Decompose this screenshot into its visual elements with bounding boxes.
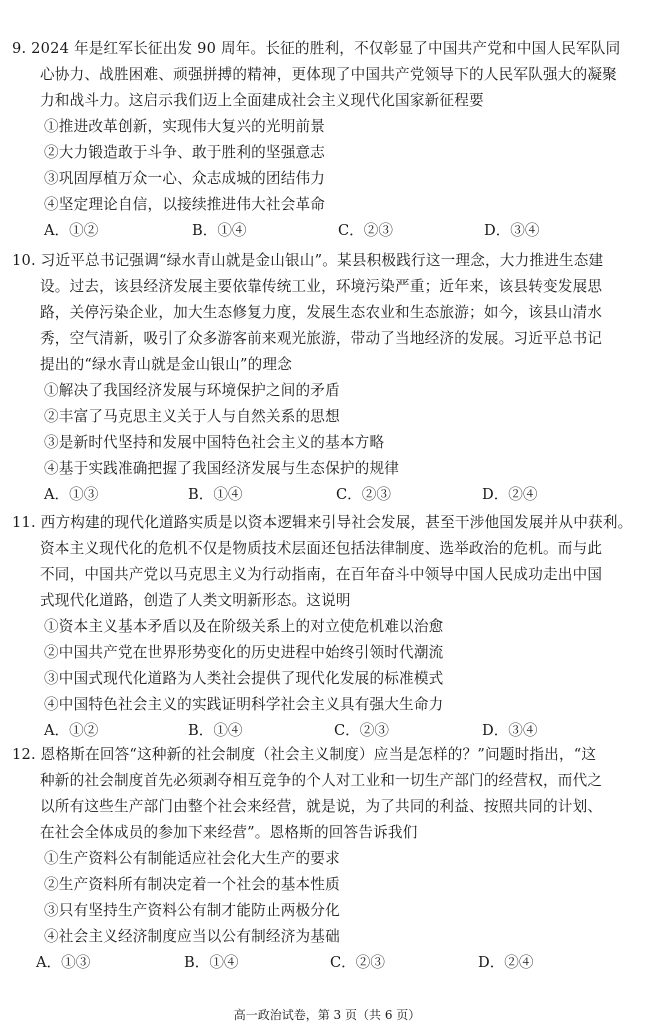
- statement-option: ①推进改革创新，实现伟大复兴的光明前景: [44, 118, 326, 135]
- statement-option: ①资本主义基本矛盾以及在阶级关系上的对立使危机难以治愈: [44, 618, 444, 635]
- statement-option: ④社会主义经济制度应当以公有制经济为基础: [44, 928, 340, 945]
- question-stem-line: 力和战斗力。这启示我们迈上全面建成社会主义现代化国家新征程要: [40, 92, 484, 109]
- statement-option: ②生产资料所有制决定着一个社会的基本性质: [44, 876, 340, 893]
- choice-b: B．①④: [188, 722, 243, 739]
- choice-a: A．①②: [44, 222, 99, 239]
- statement-option: ②丰富了马克思主义关于人与自然关系的思想: [44, 408, 340, 425]
- choice-d: D．②④: [478, 954, 534, 971]
- question-stem-line: 10. 习近平总书记强调“绿水青山就是金山银山”。某县积极践行这一理念，大力推进生态建: [12, 252, 604, 269]
- question-stem-line: 种新的社会制度首先必须剥夺相互竞争的个人对工业和一切生产部门的经营权，而代之: [40, 772, 603, 789]
- statement-option: ④坚定理论自信，以接续推进伟大社会革命: [44, 196, 326, 213]
- question-stem-line: 11. 西方构建的现代化道路实质是以资本逻辑来引导社会发展，甚至干涉他国发展并从中获利。: [12, 514, 633, 531]
- question-stem-line: 提出的“绿水青山就是金山银山”的理念: [40, 356, 293, 373]
- question-10: [12, 248, 640, 508]
- question-stem-line: 设。过去，该县经济发展主要依靠传统工业，环境污染严重；近年来，该县转变发展思: [40, 278, 603, 295]
- choice-c: C．②③: [336, 486, 391, 503]
- choice-a: A．①③: [44, 486, 99, 503]
- choice-b: B．①④: [192, 222, 247, 239]
- answer-choices: [12, 950, 640, 976]
- choice-a: A．①②: [44, 722, 99, 739]
- statement-option: ②中国共产党在世界形势变化的历史进程中始终引领时代潮流: [44, 644, 444, 661]
- statement-option: ②大力锻造敢于斗争、敢于胜利的坚强意志: [44, 144, 326, 161]
- statement-option: ③巩固厚植万众一心、众志成城的团结伟力: [44, 170, 326, 187]
- question-11: [12, 510, 640, 744]
- statement-option: ③是新时代坚持和发展中国特色社会主义的基本方略: [44, 434, 385, 451]
- page-footer: 高一政治试卷，第 3 页（共 6 页）: [233, 1008, 421, 1022]
- statement-option: ①解决了我国经济发展与环境保护之间的矛盾: [44, 382, 340, 399]
- question-stem-line: 心协力、战胜困难、顽强拼搏的精神，更体现了中国共产党领导下的人民军队强大的凝聚: [40, 66, 617, 83]
- question-9: [12, 36, 640, 244]
- answer-choices: [12, 718, 640, 744]
- answer-choices: [12, 218, 640, 244]
- question-stem-line: 以所有这些生产部门由整个社会来经营，就是说，为了共同的利益、按照共同的计划、: [40, 798, 603, 815]
- statement-option: ③中国式现代化道路为人类社会提供了现代化发展的标准模式: [44, 670, 444, 687]
- choice-c: C．②③: [334, 722, 389, 739]
- statement-option: ③只有坚持生产资料公有制才能防止两极分化: [44, 902, 340, 919]
- choice-c: C．②③: [330, 954, 385, 971]
- choice-b: B．①④: [184, 954, 239, 971]
- question-stem-line: 式现代化道路，创造了人类文明新形态。这说明: [40, 592, 351, 609]
- choice-d: D．②④: [482, 486, 538, 503]
- statement-option: ①生产资料公有制能适应社会化大生产的要求: [44, 850, 340, 867]
- answer-choices: [12, 482, 640, 508]
- choice-b: B．①④: [188, 486, 243, 503]
- question-stem-line: 秀，空气清新，吸引了众多游客前来观光旅游，带动了当地经济的发展。习近平总书记: [40, 330, 603, 347]
- choice-d: D．③④: [484, 222, 540, 239]
- question-stem-line: 路，关停污染企业，加大生态修复力度，发展生态农业和生态旅游；如今，该县山清水: [40, 304, 603, 321]
- question-stem-line: 12. 恩格斯在回答“这种新的社会制度（社会主义制度）应当是怎样的？”问题时指出，“这: [12, 746, 597, 763]
- statement-option: ④中国特色社会主义的实践证明科学社会主义具有强大生命力: [44, 696, 444, 713]
- question-12: [12, 742, 640, 976]
- choice-c: C．②③: [338, 222, 393, 239]
- question-stem-line: 不同，中国共产党以马克思主义为行动指南，在百年奋斗中领导中国人民成功走出中国: [40, 566, 603, 583]
- question-stem-line: 资本主义现代化的危机不仅是物质技术层面还包括法律制度、选举政治的危机。而与此: [40, 540, 603, 557]
- choice-d: D．③④: [482, 722, 538, 739]
- question-stem-line: 在社会全体成员的参加下来经营”。恩格斯的回答告诉我们: [40, 824, 418, 841]
- statement-option: ④基于实践准确把握了我国经济发展与生态保护的规律: [44, 460, 400, 477]
- choice-a: A．①③: [36, 954, 91, 971]
- question-stem-line: 9. 2024 年是红军长征出发 90 周年。长征的胜利，不仅彰显了中国共产党和中国人民军队同: [12, 40, 621, 57]
